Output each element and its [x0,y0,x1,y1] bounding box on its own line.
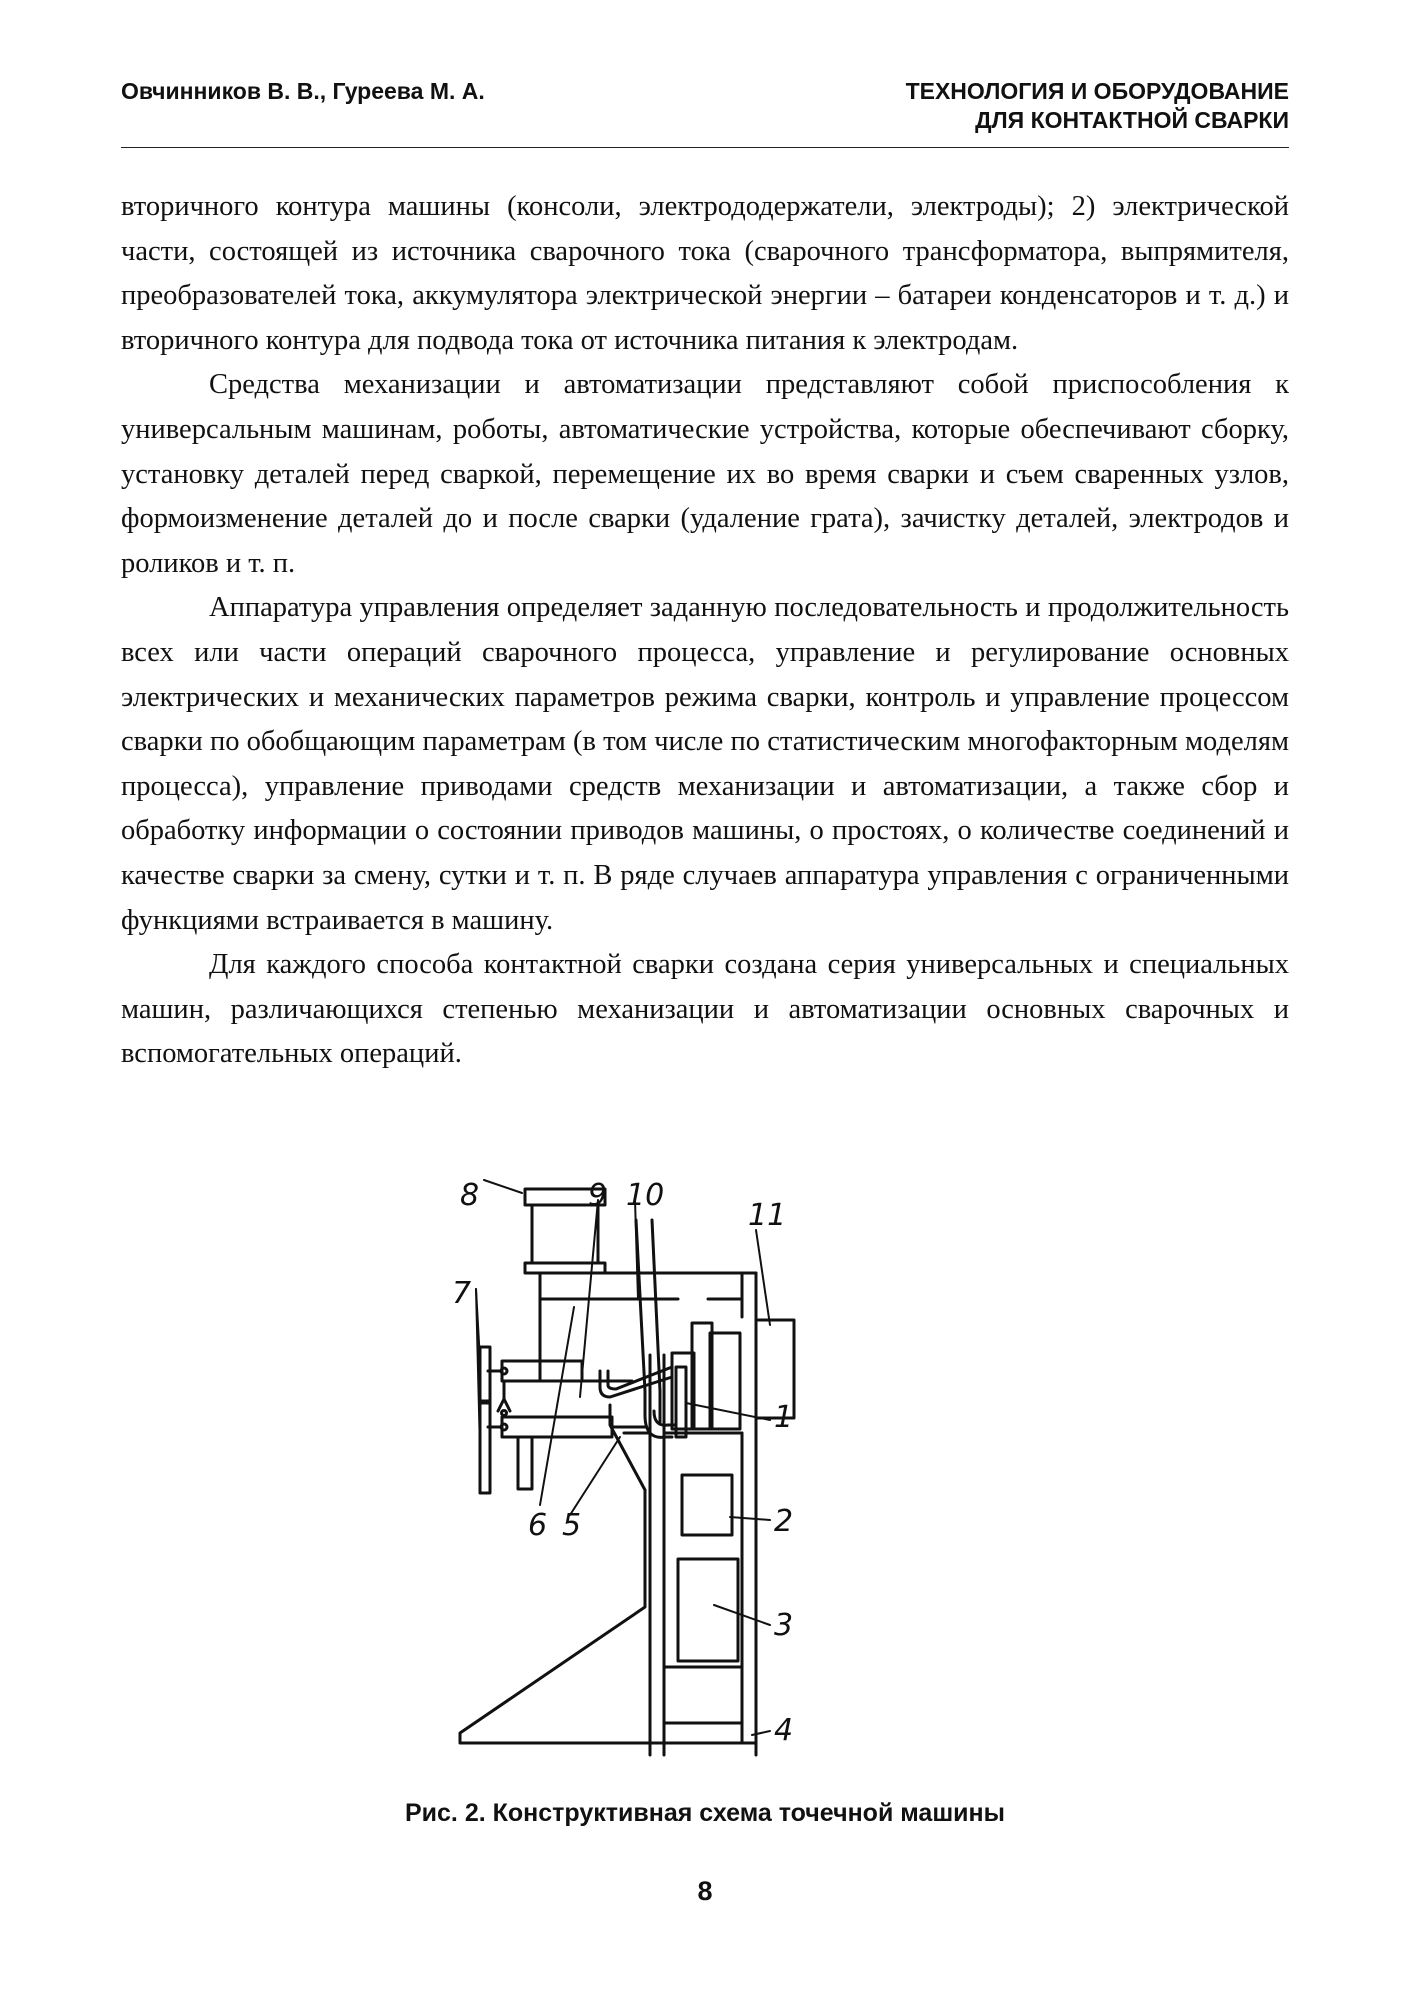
label-11: 11 [748,1198,787,1233]
label-5: 5 [562,1508,582,1543]
electrodes [498,1399,510,1416]
welding-transformer [672,1323,740,1437]
header-book-title-line2: ДЛЯ КОНТАКТНОЙ СВАРКИ [975,107,1289,133]
label-7: 7 [452,1276,472,1311]
control-unit-box [682,1475,732,1535]
machine-diagram [440,1175,980,1775]
figure-caption: Рис. 2. Конструктивная схема точечной машины [404,1799,1005,1827]
label-9: 9 [588,1178,608,1213]
label-3: 3 [774,1608,794,1643]
paragraph-4: Для каждого способа контактной сварки создана серия универсальных и специальных машин, различающихся степенью механизации и автоматизации основных сварочных и вспомогательных операций. [121,949,1289,1070]
label-1: 1 [774,1400,794,1435]
body-text [121,185,1289,1077]
label-10: 10 [626,1178,665,1213]
label-8: 8 [460,1178,480,1213]
header-book-title [906,77,1289,135]
leader-lines [476,1180,770,1735]
header-book-title-line1: ТЕХНОЛОГИЯ И ОБОРУДОВАНИЕ [905,78,1289,104]
label-2: 2 [774,1504,794,1539]
paragraph-1: вторичного контура машины (консоли, электрододержатели, электроды); 2) электрической части, состоящей из источника сварочного тока (сварочного трансформатора, выпрямителя, преобразователей тока, аккумулятора электрической энергии – батареи конденсаторов и т. д.) и вторичного контура для подвода тока от источника питания к электродам. [121,191,1289,356]
running-header [121,72,1289,146]
header-authors: Овчинников В. В., Гуреева М. А. [121,78,485,104]
header-divider [121,147,1289,148]
label-6: 6 [528,1508,548,1543]
secondary-circuit-bus [636,1220,676,1437]
paragraph-3: Аппаратура управления определяет заданную последовательность и продолжительность всех или части операций сварочного процесса, управление и регулирование основных электрических и механических параметров режима сварки, контроль и управление процессом сварки по обобщающим параметрам (в том числе по статистическим многофакторным моделям процесса), управление приводами средств механизации и автоматизации, а также сбор и обработку информации о состоянии приводов машины, о простоях, о количестве соединений и качестве сварки за смену, сутки и т. п. В ряде случаев аппаратура управления с ограниченными функциями встраивается в машину. [121,592,1289,936]
page-number: 8 [697,1876,713,1906]
label-4: 4 [774,1713,794,1748]
paragraph-2: Средства механизации и автоматизации представляют собой приспособления к универсальным машинам, роботы, автоматические устройства, которые обеспечивают сборку, установку деталей перед сваркой, перемещение их во время сварки и съем сваренных узлов, формоизменение деталей до и после сварки (удаление грата), зачистку деталей, электродов и роликов и т. п. [121,369,1289,579]
figure-spot-welding-machine [440,1175,980,1775]
